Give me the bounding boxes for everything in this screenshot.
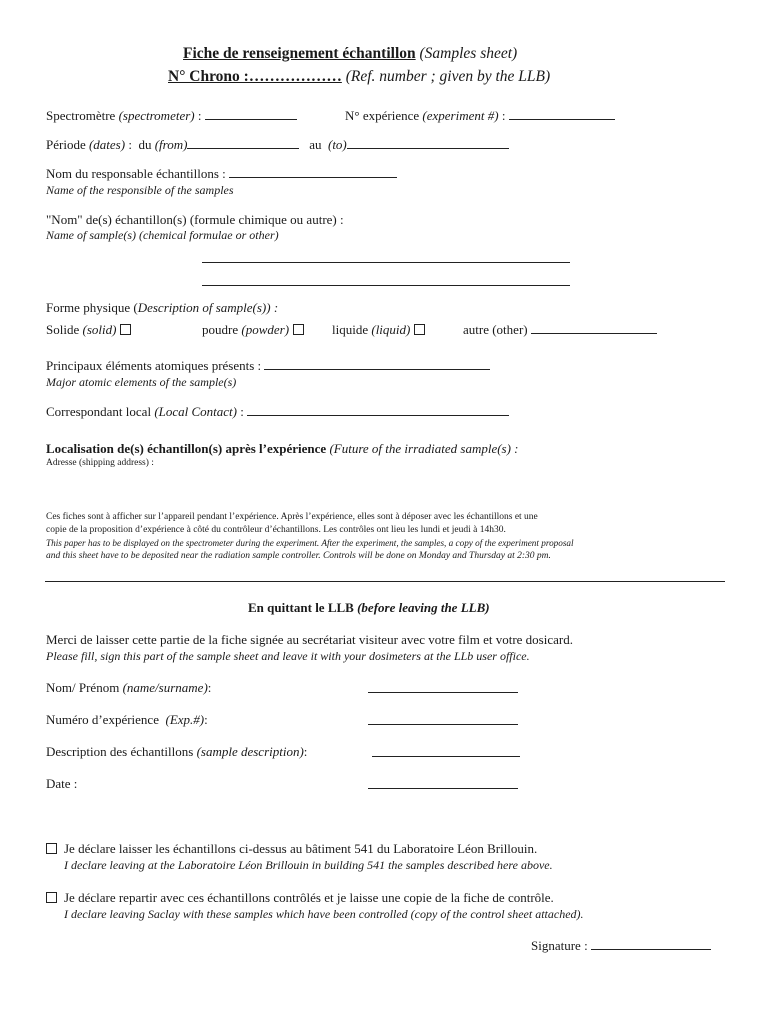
title-english: (Samples sheet) <box>419 45 518 62</box>
other-field[interactable] <box>531 322 657 334</box>
period-to-english: (to) <box>327 137 347 152</box>
leaving-instruction-fr: Merci de laisser cette partie de la fiche signée au secrétariat visiteur avec votre film et votre dosicard. <box>46 632 573 647</box>
location-label: Localisation de(s) échantillon(s) après l’expérience <box>46 441 327 456</box>
title-text: Fiche de renseignement échantillon <box>183 45 416 62</box>
solid-checkbox[interactable] <box>120 324 131 335</box>
powder-label: poudre <box>202 322 239 337</box>
desc-row <box>46 744 307 760</box>
experiment-colon: : <box>498 108 506 123</box>
name-row <box>46 680 211 696</box>
solid-english: (solid) <box>82 322 117 337</box>
powder-option <box>202 322 304 338</box>
form-row <box>46 300 278 316</box>
liquid-option <box>332 322 425 338</box>
solid-option <box>46 322 131 338</box>
spectrometer-colon: : <box>194 108 202 123</box>
exp-row <box>46 712 208 728</box>
signature-field[interactable] <box>591 938 711 950</box>
form-title <box>183 45 517 63</box>
date-field[interactable] <box>368 788 518 789</box>
leaving-heading-text: En quittant le LLB <box>248 600 354 615</box>
powder-english: (powder) <box>241 322 290 337</box>
spectrometer-english: (spectrometer) <box>118 108 195 123</box>
period-row <box>46 137 509 153</box>
name-colon: : <box>207 680 212 695</box>
declare-1-en: I declare leaving at the Laboratoire Léon Brillouin in building 541 the samples described here above. <box>64 858 553 872</box>
name-english: (name/surname) <box>122 680 208 695</box>
chrono-line <box>168 68 550 86</box>
sample-name-english: Name of sample(s) (chemical formulae or other) <box>46 228 279 242</box>
liquid-checkbox[interactable] <box>414 324 425 335</box>
declare-1-row <box>46 841 537 857</box>
period-from-label: du <box>138 137 152 152</box>
sample-name-label: "Nom" de(s) échantillon(s) (formule chimique ou autre) : <box>46 212 344 227</box>
contact-colon: : <box>237 404 244 419</box>
contact-english: (Local Contact) <box>154 404 237 419</box>
elements-english: Major atomic elements of the sample(s) <box>46 375 237 389</box>
liquid-english: (liquid) <box>371 322 411 337</box>
period-english: (dates) <box>88 137 126 152</box>
location-row <box>46 441 519 457</box>
exp-label: Numéro d’expérience <box>46 712 159 727</box>
form-colon: : <box>270 300 279 315</box>
period-to-field[interactable] <box>347 137 509 149</box>
desc-field[interactable] <box>372 756 520 757</box>
note-en-line-1: This paper has to be displayed on the spectrometer during the experiment. After the experiment, the samples, a copy of the experiment proposal <box>46 538 574 548</box>
signature-label: Signature : <box>531 938 588 953</box>
responsible-row <box>46 166 397 182</box>
experiment-label: N° expérience <box>345 108 420 123</box>
leaving-instruction-en: Please fill, sign this part of the sample sheet and leave it with your dosimeters at the LLb user office. <box>46 649 530 663</box>
declare-1-fr: Je déclare laisser les échantillons ci-dessus au bâtiment 541 du Laboratoire Léon Brillouin. <box>64 841 538 856</box>
powder-checkbox[interactable] <box>293 324 304 335</box>
elements-field[interactable] <box>264 358 490 370</box>
form-label: Forme physique ( <box>46 300 138 315</box>
period-to-label: au <box>309 137 322 152</box>
form-english: Description of sample(s)) <box>137 300 271 315</box>
leaving-heading-english: (before leaving the LLB) <box>357 600 490 615</box>
date-label: Date : <box>46 776 78 791</box>
declare-1-checkbox[interactable] <box>46 843 57 854</box>
period-colon: : <box>125 137 132 152</box>
exp-field[interactable] <box>368 724 518 725</box>
spectrometer-label: Spectromètre <box>46 108 116 123</box>
chrono-label: N° Chrono :……………… <box>168 68 342 85</box>
period-from-english: (from) <box>154 137 188 152</box>
location-english: (Future of the irradiated sample(s) : <box>329 441 519 456</box>
desc-colon: : <box>303 744 308 759</box>
name-label: Nom/ Prénom <box>46 680 120 695</box>
note-fr-line-1: Ces fiches sont à afficher sur l’appareil pendant l’expérience. Après l’expérience, elles sont à déposer avec les échantillons et une <box>46 512 538 522</box>
desc-english: (sample description) <box>196 744 304 759</box>
desc-label: Description des échantillons <box>46 744 194 759</box>
elements-row <box>46 358 490 374</box>
elements-label: Principaux éléments atomiques présents : <box>46 358 262 373</box>
address-label: Adresse (shipping address) : <box>46 458 154 468</box>
declare-2-row <box>46 890 554 906</box>
sample-name-line-1[interactable] <box>202 262 570 263</box>
spectrometer-field[interactable] <box>205 108 297 120</box>
section-divider <box>45 581 725 582</box>
note-fr-line-2: copie de la proposition d’expérience à côté du contrôleur d’échantillons. Les contrôles ont lieu les lundi et jeudi à 14h30. <box>46 525 506 535</box>
contact-field[interactable] <box>247 404 509 416</box>
responsible-field[interactable] <box>229 166 397 178</box>
chrono-english: (Ref. number ; given by the LLB) <box>345 68 551 85</box>
period-from-field[interactable] <box>187 137 299 149</box>
leaving-heading <box>248 600 490 616</box>
declare-2-checkbox[interactable] <box>46 892 57 903</box>
other-option <box>463 322 657 338</box>
declare-2-fr: Je déclare repartir avec ces échantillons contrôlés et je laisse une copie de la fiche de contrôle. <box>64 890 554 905</box>
solid-label: Solide <box>46 322 80 337</box>
signature-row <box>531 938 711 954</box>
responsible-english: Name of the responsible of the samples <box>46 183 234 197</box>
experiment-number-field[interactable] <box>509 108 615 120</box>
sample-name-line-2[interactable] <box>202 285 570 286</box>
contact-label: Correspondant local <box>46 404 152 419</box>
note-en-line-2: and this sheet have to be deposited near the radiation sample controller. Controls will be done on Monday and Thursday at 2:30 pm. <box>46 551 551 561</box>
exp-english: (Exp.#) <box>165 712 205 727</box>
contact-row <box>46 404 509 420</box>
experiment-row <box>345 108 615 124</box>
responsible-label: Nom du responsable échantillons : <box>46 166 226 181</box>
liquid-label: liquide <box>332 322 369 337</box>
spectrometer-row <box>46 108 297 124</box>
name-field[interactable] <box>368 692 518 693</box>
other-label: autre (other) <box>463 322 528 337</box>
declare-2-en: I declare leaving Saclay with these samples which have been controlled (copy of the control sheet attached). <box>64 907 584 921</box>
exp-colon: : <box>204 712 208 727</box>
experiment-english: (experiment #) <box>422 108 499 123</box>
period-label: Période <box>46 137 86 152</box>
